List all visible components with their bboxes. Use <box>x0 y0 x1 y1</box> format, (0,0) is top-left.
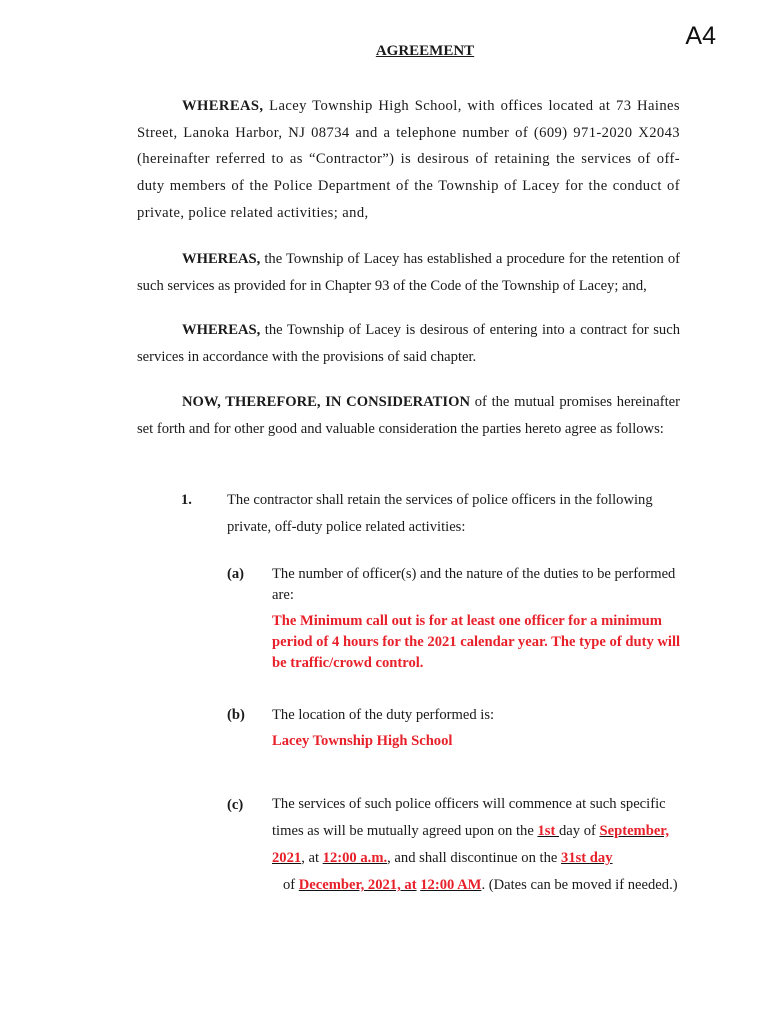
sub-a-text <box>272 564 692 674</box>
sub-b-description: The location of the duty performed is: <box>272 707 495 723</box>
item-1-number: 1. <box>181 492 192 508</box>
whereas-text: Lacey Township High School, with offices located at 73 Haines Street, Lanoka Harbor, NJ 08734 and a telephone number of (609) 971-2020 X2043 (hereinafter referred to as “Contractor”) is desirous of retaining the services of off-duty members of the Police Department of the Township of Lacey for the conduct of private, police related activities; and, <box>137 98 680 221</box>
start-month-value: September, <box>599 823 670 839</box>
page-title: AGREEMENT <box>375 43 475 59</box>
sub-c-text-6: of <box>272 877 299 893</box>
sub-c-text-2: day of <box>558 823 600 839</box>
start-year-value: 2021 <box>272 850 302 866</box>
sub-b-text <box>272 705 692 752</box>
end-month-value: December, 2021, at <box>298 877 417 893</box>
whereas-lead: WHEREAS, <box>182 322 261 338</box>
whereas-lead: WHEREAS, <box>182 251 261 267</box>
whereas-text: the Township of Lacey is desirous of entering into a contract for such services in accordance with the provisions of said chapter. <box>137 322 681 365</box>
sub-b-answer: Lacey Township High School <box>272 733 453 749</box>
whereas-paragraph-1 <box>137 93 680 227</box>
sub-a-answer: The Minimum call out is for at least one officer for a minimum period of 4 hours for the 2021 calendar year. The type of duty will be traffic/crowd control. <box>272 613 681 671</box>
now-therefore-lead: NOW, THEREFORE, IN CONSIDERATION <box>182 394 470 410</box>
sub-a-description: The number of officer(s) and the nature of the duties to be performed are: <box>272 566 676 603</box>
sub-c-text-5: , and shall discontinue on the <box>387 850 562 866</box>
start-time-value: 12:00 a.m. <box>322 850 388 866</box>
sub-c-text-1: The services of such police officers will commence at such specific times as will be mutually agreed upon on the <box>272 796 666 839</box>
whereas-text: the Township of Lacey has established a procedure for the retention of such services as provided for in Chapter 93 of the Code of the Township of Lacey; and, <box>137 251 680 294</box>
sub-b-label: (b) <box>227 707 245 723</box>
whereas-paragraph-2 <box>137 246 680 299</box>
end-day-value: 31st day <box>561 850 613 866</box>
now-therefore-paragraph <box>137 389 680 442</box>
sub-a-label: (a) <box>227 566 245 582</box>
item-1-text: The contractor shall retain the services of police officers in the following private, off-duty police related activities: <box>227 492 653 535</box>
sub-c-text <box>272 791 687 899</box>
sub-c-text-8: . (Dates can be moved if needed.) <box>481 877 678 893</box>
start-day-value: 1st <box>537 823 559 839</box>
whereas-paragraph-3 <box>137 317 680 370</box>
sub-c-label: (c) <box>227 797 244 813</box>
sub-c-text-4: , at <box>301 850 323 866</box>
now-therefore-text: of the mutual promises hereinafter set forth and for other good and valuable consideration the parties hereto agree as follows: <box>137 394 680 437</box>
page-label: A4 <box>685 22 716 50</box>
end-time-value: 12:00 AM <box>420 877 482 893</box>
whereas-lead: WHEREAS, <box>182 98 264 114</box>
